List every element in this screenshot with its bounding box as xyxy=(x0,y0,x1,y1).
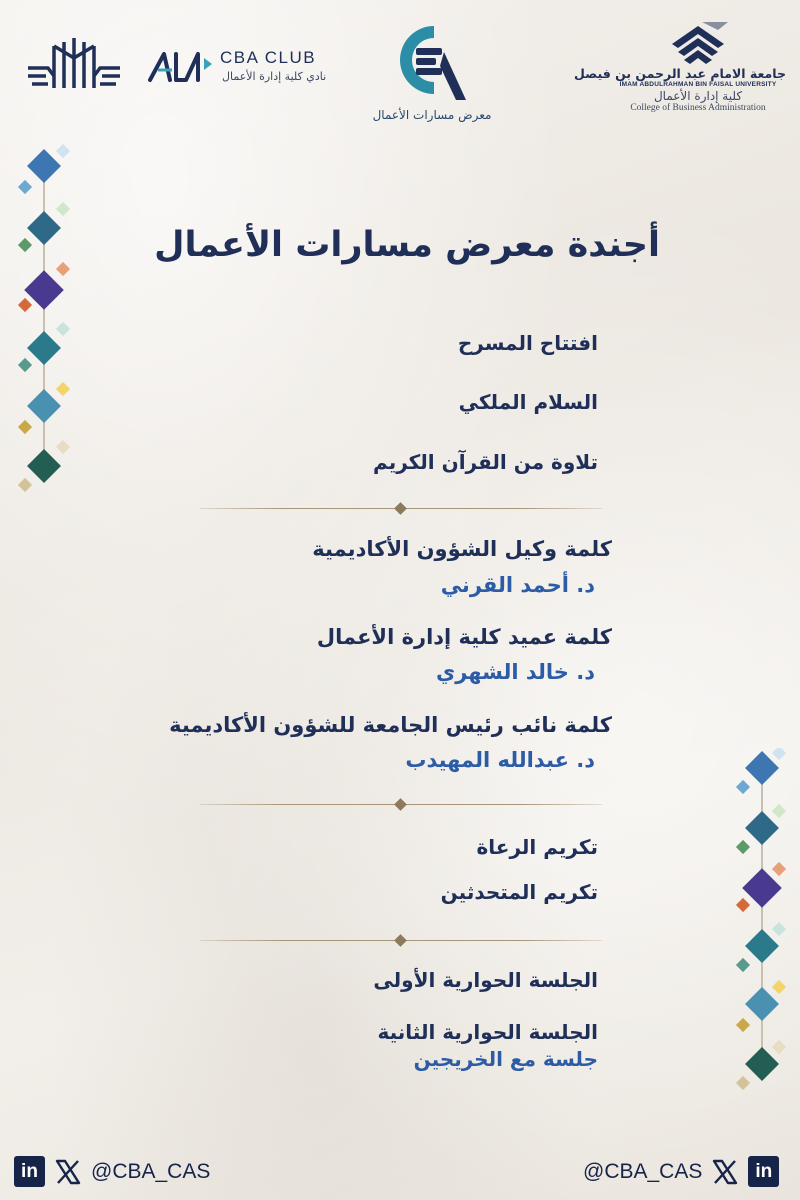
agenda-item-speech-dean: كلمة عميد كلية إدارة الأعمال xyxy=(316,625,612,649)
agenda-item-honor-speakers: تكريم المتحدثين xyxy=(440,880,598,904)
college-name-en: College of Business Administration xyxy=(630,103,766,113)
agenda-item-first-panel: الجلسة الحوارية الأولى xyxy=(373,968,598,992)
social-links-right xyxy=(583,1156,779,1190)
cba-club-subtitle: نادي كلية إدارة الأعمال xyxy=(222,70,327,83)
speaker-name: د. عبدالله المهيدب xyxy=(405,748,595,772)
divider-diamond-icon xyxy=(394,934,407,947)
agenda-item-theater-opening: افتتاح المسرح xyxy=(457,331,598,355)
cba-club-title: CBA CLUB xyxy=(220,48,317,67)
x-twitter-icon[interactable] xyxy=(55,1159,81,1185)
agenda-item-second-panel: الجلسة الحوارية الثانية xyxy=(377,1020,598,1044)
cba-club-logo xyxy=(146,46,336,88)
agenda-item-speech-vice-president: كلمة نائب رئيس الجامعة للشؤون الأكاديمية xyxy=(169,713,612,737)
university-logo xyxy=(574,20,786,120)
section-divider xyxy=(200,799,602,811)
agenda-item-honor-sponsors: تكريم الرعاة xyxy=(476,835,598,859)
divider-diamond-icon xyxy=(394,502,407,515)
social-handle[interactable]: @CBA_CAS xyxy=(91,1159,211,1183)
agenda-item-royal-anthem: السلام الملكي xyxy=(458,390,598,414)
agenda-title: أجندة معرض مسارات الأعمال xyxy=(154,225,660,265)
business-pathways-fair-logo xyxy=(372,22,492,132)
social-handle[interactable]: @CBA_CAS xyxy=(583,1159,703,1183)
agenda-item-speech-academic-affairs: كلمة وكيل الشؤون الأكاديمية xyxy=(312,537,612,561)
x-twitter-icon[interactable] xyxy=(712,1159,738,1185)
fair-logo-caption: معرض مسارات الأعمال xyxy=(372,108,492,122)
right-diamond-ornament xyxy=(728,748,798,1098)
social-links-left xyxy=(14,1156,210,1190)
university-emblem-icon xyxy=(666,20,730,66)
college-name-ar: كلية إدارة الأعمال xyxy=(653,89,743,103)
speaker-name: د. خالد الشهري xyxy=(435,660,595,684)
section-divider xyxy=(200,935,602,947)
second-panel-subtitle: جلسة مع الخريجين xyxy=(413,1047,598,1071)
cba-club-mark-icon xyxy=(146,50,216,84)
university-name-en: IMAM ABDULRAHMAN BIN FAISAL UNIVERSITY xyxy=(619,81,777,88)
fair-logo-mark-icon xyxy=(394,22,474,104)
college-emblem-logo xyxy=(24,36,126,96)
university-name-ar: جامعة الامام عبد الرحمن بن فيصل xyxy=(574,66,786,81)
agenda-item-quran-recitation: تلاوة من القرآن الكريم xyxy=(373,450,598,474)
divider-diamond-icon xyxy=(394,798,407,811)
speaker-name: د. أحمد القرني xyxy=(440,573,595,597)
left-diamond-ornament xyxy=(6,140,76,500)
section-divider xyxy=(200,503,602,515)
linkedin-icon[interactable]: in xyxy=(14,1156,45,1187)
linkedin-icon[interactable]: in xyxy=(748,1156,779,1187)
